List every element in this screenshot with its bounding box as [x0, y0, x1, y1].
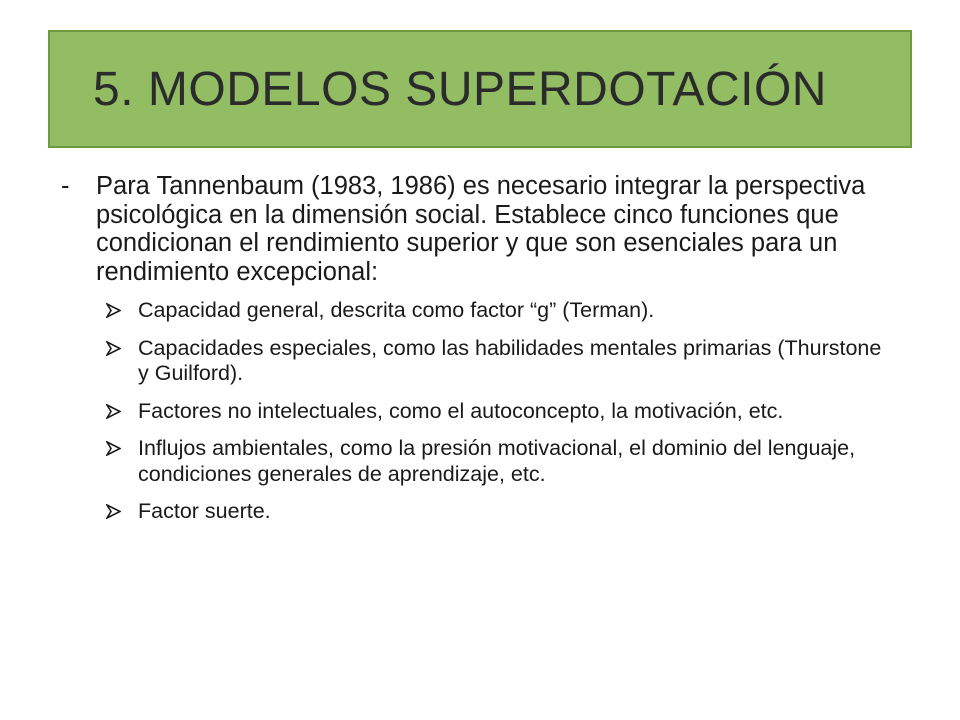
- list-item: [106, 436, 900, 487]
- list-item-text: Capacidad general, descrita como factor “g” (Terman).: [138, 298, 655, 322]
- list-item-text: Influjos ambientales, como la presión motivacional, el dominio del lenguaje, condiciones generales de aprendizaje, etc.: [138, 436, 856, 486]
- list-item-text: Factor suerte.: [138, 499, 271, 523]
- arrow-bullet-icon: [106, 336, 138, 362]
- list-item: [106, 336, 900, 387]
- bullet-list: [60, 298, 900, 525]
- list-item-text: Capacidades especiales, como las habilidades mentales primarias (Thurstone y Guilford).: [138, 335, 882, 385]
- list-item-text: Factores no intelectuales, como el autoconcepto, la motivación, etc.: [138, 398, 784, 423]
- arrow-bullet-icon: [106, 298, 138, 324]
- arrow-bullet-icon: [106, 399, 138, 425]
- arrow-bullet-icon: [106, 499, 138, 525]
- main-point: [60, 172, 900, 286]
- main-point-text: Para Tannenbaum (1983, 1986) es necesario integrar la perspectiva psicológica en la dimensión social. Establece cinco funciones que condicionan el rendimiento superior y que son esenciales para un rendimiento excepcional:: [96, 172, 866, 286]
- arrow-bullet-icon: [106, 436, 138, 462]
- dash-marker: -: [61, 172, 70, 200]
- slide-content: [60, 172, 900, 537]
- list-item: [106, 298, 900, 324]
- title-banner: [48, 30, 912, 148]
- list-item: [106, 399, 900, 425]
- list-item: [106, 499, 900, 525]
- slide-title: 5. MODELOS SUPERDOTACIÓN: [93, 62, 827, 116]
